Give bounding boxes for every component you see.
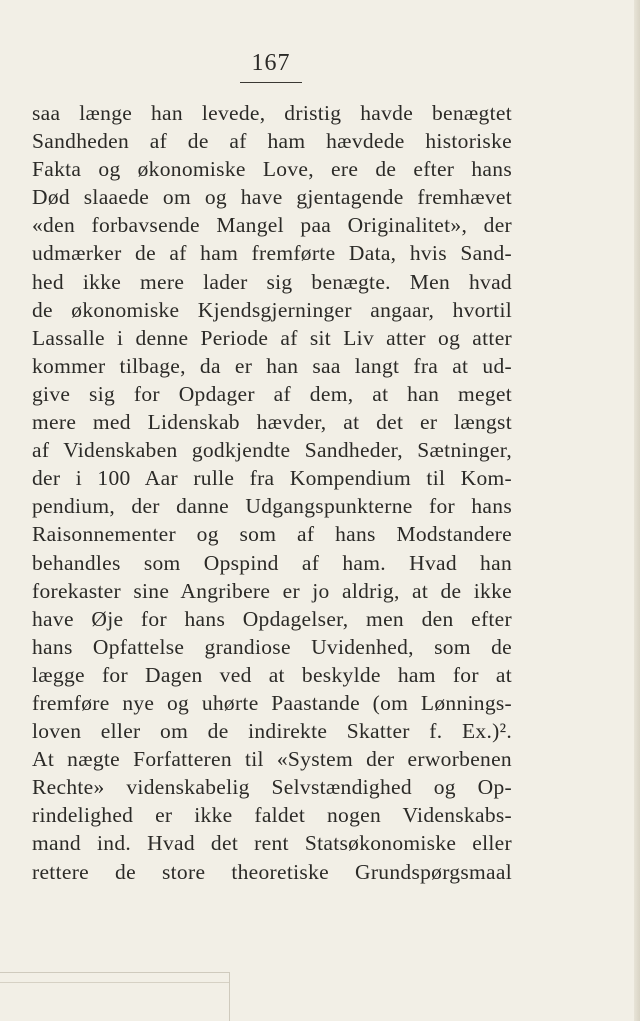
text-line: At nægte Forfatteren til «System der erworbenen — [32, 747, 512, 772]
text-line: mand ind. Hvad det rent Statsøkonomiske eller — [32, 831, 512, 856]
text-line: Død slaaede om og have gjentagende fremhævet — [32, 185, 512, 210]
text-line: Fakta og økonomiske Love, ere de efter hans — [32, 157, 512, 182]
text-line: der i 100 Aar rulle fra Kompendium til Kom- — [32, 466, 512, 491]
text-line: forekaster sine Angribere er jo aldrig, at de ikke — [32, 578, 512, 603]
text-line: behandles som Opspind af ham. Hvad han — [32, 550, 512, 575]
text-line: af Videnskaben godkjendte Sandheder, Sætninger, — [32, 438, 512, 463]
text-line: Raisonnementer og som af hans Modstandere — [32, 522, 512, 547]
text-line: rettere de store theoretiske Grundspørgsmaal — [32, 859, 512, 884]
scan-artifact-line — [0, 972, 230, 973]
scan-artifact-line — [0, 982, 230, 983]
text-line: give sig for Opdager af dem, at han meget — [32, 381, 512, 406]
text-line: loven eller om de indirekte Skatter f. Ex.)². — [32, 719, 512, 744]
text-line: rindelighed er ikke faldet nogen Videnskabs- — [32, 803, 512, 828]
text-line: hans Opfattelse grandiose Uvidenhed, som de — [32, 634, 512, 659]
page-number: 167 — [251, 50, 291, 76]
text-line: mere med Lidenskab hævder, at det er længst — [32, 410, 512, 435]
body-text — [32, 99, 512, 886]
text-line: fremføre nye og uhørte Paastande (om Lønnings- — [32, 690, 512, 715]
text-line: have Øje for hans Opdagelser, men den efter — [32, 606, 512, 631]
text-line: hed ikke mere lader sig benægte. Men hvad — [32, 269, 512, 294]
page-edge — [634, 0, 640, 1021]
text-line: Rechte» videnskabelig Selvstændighed og Op- — [32, 775, 512, 800]
page-number-rule — [240, 82, 302, 83]
text-line: de økonomiske Kjendsgjerninger angaar, hvortil — [32, 297, 512, 322]
text-line: udmærker de af ham fremførte Data, hvis Sand- — [32, 241, 512, 266]
text-line: Lassalle i denne Periode af sit Liv atter og atter — [32, 325, 512, 350]
text-line: lægge for Dagen ved at beskylde ham for at — [32, 662, 512, 687]
text-line: pendium, der danne Udgangspunkterne for hans — [32, 494, 512, 519]
text-line: kommer tilbage, da er han saa langt fra at ud- — [32, 353, 512, 378]
text-line: Sandheden af de af ham hævdede historiske — [32, 129, 512, 154]
text-line: saa længe han levede, dristig havde benægtet — [32, 101, 512, 125]
text-line: «den forbavsende Mangel paa Originalitet», der — [32, 213, 512, 238]
scan-artifact-line — [229, 972, 230, 1021]
